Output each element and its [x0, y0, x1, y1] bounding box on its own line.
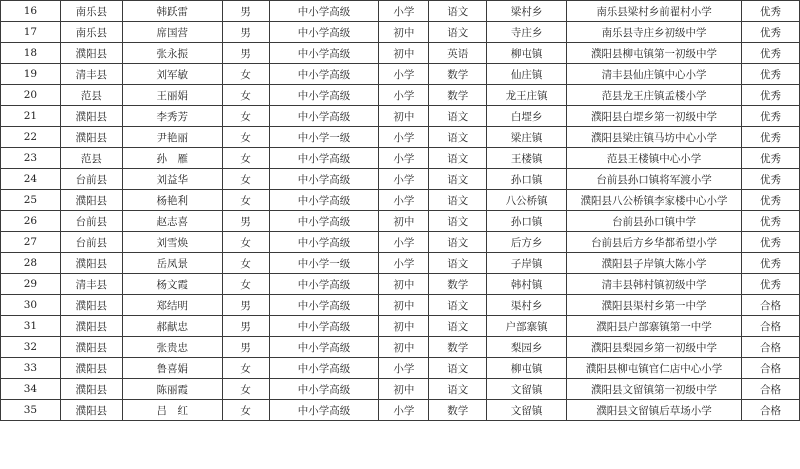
rating-cell: 合格 [742, 316, 800, 337]
school-level-cell: 初中 [379, 274, 429, 295]
township-cell: 渠村乡 [487, 295, 567, 316]
title-rank-cell: 中小学高级 [269, 148, 379, 169]
row-number-cell: 21 [1, 106, 61, 127]
school-name-cell: 濮阳县梁庄镇马坊中心小学 [567, 127, 742, 148]
table-row [1, 22, 800, 43]
gender-cell: 女 [222, 127, 269, 148]
teacher-name-cell: 郑结明 [122, 295, 222, 316]
row-number-cell: 24 [1, 169, 61, 190]
subject-cell: 数学 [429, 85, 487, 106]
rating-cell: 优秀 [742, 190, 800, 211]
school-level-cell: 初中 [379, 106, 429, 127]
school-name-cell: 清丰县仙庄镇中心小学 [567, 64, 742, 85]
row-number-cell: 30 [1, 295, 61, 316]
subject-cell: 语文 [429, 358, 487, 379]
teacher-name-cell: 席国营 [122, 22, 222, 43]
row-number-cell: 22 [1, 127, 61, 148]
township-cell: 文留镇 [487, 379, 567, 400]
county-cell: 濮阳县 [60, 379, 122, 400]
row-number-cell: 35 [1, 400, 61, 421]
title-rank-cell: 中小学高级 [269, 379, 379, 400]
school-level-cell: 初中 [379, 337, 429, 358]
subject-cell: 数学 [429, 400, 487, 421]
rating-cell: 合格 [742, 400, 800, 421]
row-number-cell: 28 [1, 253, 61, 274]
table-row [1, 64, 800, 85]
county-cell: 清丰县 [60, 64, 122, 85]
title-rank-cell: 中小学高级 [269, 274, 379, 295]
county-cell: 濮阳县 [60, 400, 122, 421]
county-cell: 南乐县 [60, 22, 122, 43]
gender-cell: 女 [222, 148, 269, 169]
subject-cell: 语文 [429, 211, 487, 232]
title-rank-cell: 中小学高级 [269, 400, 379, 421]
school-name-cell: 濮阳县柳屯镇官仁店中心小学 [567, 358, 742, 379]
township-cell: 柳屯镇 [487, 358, 567, 379]
row-number-cell: 26 [1, 211, 61, 232]
table-row [1, 274, 800, 295]
table-row [1, 1, 800, 22]
teacher-name-cell: 郝献忠 [122, 316, 222, 337]
school-level-cell: 小学 [379, 127, 429, 148]
subject-cell: 语文 [429, 253, 487, 274]
title-rank-cell: 中小学高级 [269, 232, 379, 253]
township-cell: 孙口镇 [487, 211, 567, 232]
school-level-cell: 初中 [379, 379, 429, 400]
title-rank-cell: 中小学高级 [269, 337, 379, 358]
school-name-cell: 濮阳县渠村乡第一中学 [567, 295, 742, 316]
county-cell: 濮阳县 [60, 253, 122, 274]
subject-cell: 数学 [429, 274, 487, 295]
row-number-cell: 34 [1, 379, 61, 400]
township-cell: 梁庄镇 [487, 127, 567, 148]
gender-cell: 女 [222, 232, 269, 253]
row-number-cell: 23 [1, 148, 61, 169]
gender-cell: 男 [222, 295, 269, 316]
subject-cell: 语文 [429, 190, 487, 211]
county-cell: 濮阳县 [60, 316, 122, 337]
rating-cell: 优秀 [742, 43, 800, 64]
row-number-cell: 27 [1, 232, 61, 253]
gender-cell: 男 [222, 22, 269, 43]
title-rank-cell: 中小学高级 [269, 358, 379, 379]
school-level-cell: 初中 [379, 43, 429, 64]
gender-cell: 男 [222, 211, 269, 232]
rating-cell: 合格 [742, 295, 800, 316]
township-cell: 子岸镇 [487, 253, 567, 274]
township-cell: 龙王庄镇 [487, 85, 567, 106]
county-cell: 濮阳县 [60, 127, 122, 148]
county-cell: 范县 [60, 85, 122, 106]
teacher-name-cell: 李秀芳 [122, 106, 222, 127]
rating-cell: 优秀 [742, 22, 800, 43]
title-rank-cell: 中小学高级 [269, 22, 379, 43]
school-level-cell: 小学 [379, 85, 429, 106]
gender-cell: 女 [222, 400, 269, 421]
school-level-cell: 初中 [379, 211, 429, 232]
gender-cell: 男 [222, 1, 269, 22]
county-cell: 南乐县 [60, 1, 122, 22]
school-name-cell: 台前县后方乡华都希望小学 [567, 232, 742, 253]
row-number-cell: 33 [1, 358, 61, 379]
school-level-cell: 小学 [379, 148, 429, 169]
gender-cell: 女 [222, 85, 269, 106]
school-level-cell: 小学 [379, 400, 429, 421]
row-number-cell: 32 [1, 337, 61, 358]
title-rank-cell: 中小学高级 [269, 316, 379, 337]
rating-cell: 合格 [742, 337, 800, 358]
school-name-cell: 范县龙王庄镇孟楼小学 [567, 85, 742, 106]
table-row [1, 106, 800, 127]
title-rank-cell: 中小学高级 [269, 43, 379, 64]
title-rank-cell: 中小学高级 [269, 64, 379, 85]
title-rank-cell: 中小学高级 [269, 1, 379, 22]
county-cell: 濮阳县 [60, 106, 122, 127]
table-row [1, 337, 800, 358]
county-cell: 濮阳县 [60, 43, 122, 64]
table-row [1, 316, 800, 337]
gender-cell: 男 [222, 43, 269, 64]
county-cell: 台前县 [60, 232, 122, 253]
teacher-name-cell: 杨文霞 [122, 274, 222, 295]
table-row [1, 211, 800, 232]
township-cell: 王楼镇 [487, 148, 567, 169]
school-name-cell: 濮阳县户部寨镇第一中学 [567, 316, 742, 337]
gender-cell: 女 [222, 379, 269, 400]
teacher-name-cell: 韩跃雷 [122, 1, 222, 22]
teacher-name-cell: 张永振 [122, 43, 222, 64]
rating-cell: 优秀 [742, 85, 800, 106]
gender-cell: 女 [222, 64, 269, 85]
county-cell: 濮阳县 [60, 337, 122, 358]
county-cell: 濮阳县 [60, 295, 122, 316]
title-rank-cell: 中小学一级 [269, 127, 379, 148]
school-name-cell: 台前县孙口镇中学 [567, 211, 742, 232]
township-cell: 韩村镇 [487, 274, 567, 295]
title-rank-cell: 中小学高级 [269, 190, 379, 211]
township-cell: 白堽乡 [487, 106, 567, 127]
row-number-cell: 18 [1, 43, 61, 64]
school-name-cell: 濮阳县八公桥镇李家楼中心小学 [567, 190, 742, 211]
table-row [1, 379, 800, 400]
school-level-cell: 小学 [379, 232, 429, 253]
township-cell: 梨园乡 [487, 337, 567, 358]
county-cell: 清丰县 [60, 274, 122, 295]
table-row [1, 43, 800, 64]
school-level-cell: 初中 [379, 295, 429, 316]
rating-cell: 优秀 [742, 1, 800, 22]
gender-cell: 女 [222, 253, 269, 274]
row-number-cell: 29 [1, 274, 61, 295]
subject-cell: 数学 [429, 64, 487, 85]
school-name-cell: 濮阳县子岸镇大陈小学 [567, 253, 742, 274]
teacher-name-cell: 王丽娟 [122, 85, 222, 106]
table-row [1, 253, 800, 274]
rating-cell: 优秀 [742, 169, 800, 190]
gender-cell: 女 [222, 190, 269, 211]
rating-cell: 合格 [742, 379, 800, 400]
rating-cell: 优秀 [742, 232, 800, 253]
subject-cell: 语文 [429, 22, 487, 43]
school-name-cell: 范县王楼镇中心小学 [567, 148, 742, 169]
school-name-cell: 清丰县韩村镇初级中学 [567, 274, 742, 295]
county-cell: 台前县 [60, 169, 122, 190]
teacher-name-cell: 鲁喜娟 [122, 358, 222, 379]
rating-cell: 优秀 [742, 127, 800, 148]
township-cell: 梁村乡 [487, 1, 567, 22]
subject-cell: 数学 [429, 337, 487, 358]
rating-cell: 优秀 [742, 253, 800, 274]
county-cell: 濮阳县 [60, 190, 122, 211]
subject-cell: 语文 [429, 169, 487, 190]
gender-cell: 女 [222, 106, 269, 127]
teacher-name-cell: 张贵忠 [122, 337, 222, 358]
title-rank-cell: 中小学高级 [269, 106, 379, 127]
subject-cell: 语文 [429, 316, 487, 337]
school-name-cell: 濮阳县梨园乡第一初级中学 [567, 337, 742, 358]
township-cell: 文留镇 [487, 400, 567, 421]
subject-cell: 英语 [429, 43, 487, 64]
school-name-cell: 濮阳县柳屯镇第一初级中学 [567, 43, 742, 64]
teacher-name-cell: 孙 雁 [122, 148, 222, 169]
teacher-name-cell: 吕 红 [122, 400, 222, 421]
rating-cell: 优秀 [742, 64, 800, 85]
school-name-cell: 濮阳县文留镇后草场小学 [567, 400, 742, 421]
table-row [1, 190, 800, 211]
title-rank-cell: 中小学高级 [269, 211, 379, 232]
table-row [1, 85, 800, 106]
subject-cell: 语文 [429, 148, 487, 169]
rating-cell: 合格 [742, 358, 800, 379]
row-number-cell: 31 [1, 316, 61, 337]
rating-cell: 优秀 [742, 148, 800, 169]
gender-cell: 女 [222, 274, 269, 295]
township-cell: 后方乡 [487, 232, 567, 253]
teacher-name-cell: 尹艳丽 [122, 127, 222, 148]
teacher-name-cell: 刘军敏 [122, 64, 222, 85]
row-number-cell: 20 [1, 85, 61, 106]
teacher-name-cell: 杨艳利 [122, 190, 222, 211]
subject-cell: 语文 [429, 106, 487, 127]
school-name-cell: 濮阳县文留镇第一初级中学 [567, 379, 742, 400]
school-level-cell: 初中 [379, 22, 429, 43]
row-number-cell: 25 [1, 190, 61, 211]
teacher-name-cell: 赵志喜 [122, 211, 222, 232]
school-level-cell: 小学 [379, 169, 429, 190]
school-name-cell: 南乐县梁村乡前翟村小学 [567, 1, 742, 22]
teacher-name-cell: 岳凤景 [122, 253, 222, 274]
school-level-cell: 小学 [379, 1, 429, 22]
title-rank-cell: 中小学高级 [269, 169, 379, 190]
school-level-cell: 初中 [379, 316, 429, 337]
teacher-name-cell: 刘雪焕 [122, 232, 222, 253]
school-name-cell: 濮阳县白堽乡第一初级中学 [567, 106, 742, 127]
school-name-cell: 南乐县寺庄乡初级中学 [567, 22, 742, 43]
county-cell: 濮阳县 [60, 358, 122, 379]
teacher-name-cell: 刘益华 [122, 169, 222, 190]
title-rank-cell: 中小学一级 [269, 253, 379, 274]
subject-cell: 语文 [429, 1, 487, 22]
subject-cell: 语文 [429, 379, 487, 400]
gender-cell: 女 [222, 169, 269, 190]
teacher-name-cell: 陈丽霞 [122, 379, 222, 400]
row-number-cell: 19 [1, 64, 61, 85]
school-level-cell: 小学 [379, 358, 429, 379]
township-cell: 寺庄乡 [487, 22, 567, 43]
table-row [1, 358, 800, 379]
subject-cell: 语文 [429, 232, 487, 253]
table-row [1, 400, 800, 421]
county-cell: 范县 [60, 148, 122, 169]
township-cell: 孙口镇 [487, 169, 567, 190]
rating-cell: 优秀 [742, 211, 800, 232]
school-level-cell: 小学 [379, 64, 429, 85]
title-rank-cell: 中小学高级 [269, 85, 379, 106]
township-cell: 仙庄镇 [487, 64, 567, 85]
school-level-cell: 小学 [379, 190, 429, 211]
school-name-cell: 台前县孙口镇将军渡小学 [567, 169, 742, 190]
row-number-cell: 17 [1, 22, 61, 43]
gender-cell: 男 [222, 316, 269, 337]
rating-cell: 优秀 [742, 274, 800, 295]
title-rank-cell: 中小学高级 [269, 295, 379, 316]
row-number-cell: 16 [1, 1, 61, 22]
school-level-cell: 小学 [379, 253, 429, 274]
township-cell: 柳屯镇 [487, 43, 567, 64]
table-row [1, 148, 800, 169]
rating-cell: 优秀 [742, 106, 800, 127]
table-row [1, 127, 800, 148]
township-cell: 八公桥镇 [487, 190, 567, 211]
table-row [1, 295, 800, 316]
table-row [1, 169, 800, 190]
gender-cell: 男 [222, 337, 269, 358]
township-cell: 户部寨镇 [487, 316, 567, 337]
county-cell: 台前县 [60, 211, 122, 232]
subject-cell: 语文 [429, 295, 487, 316]
table-row [1, 232, 800, 253]
subject-cell: 语文 [429, 127, 487, 148]
gender-cell: 女 [222, 358, 269, 379]
